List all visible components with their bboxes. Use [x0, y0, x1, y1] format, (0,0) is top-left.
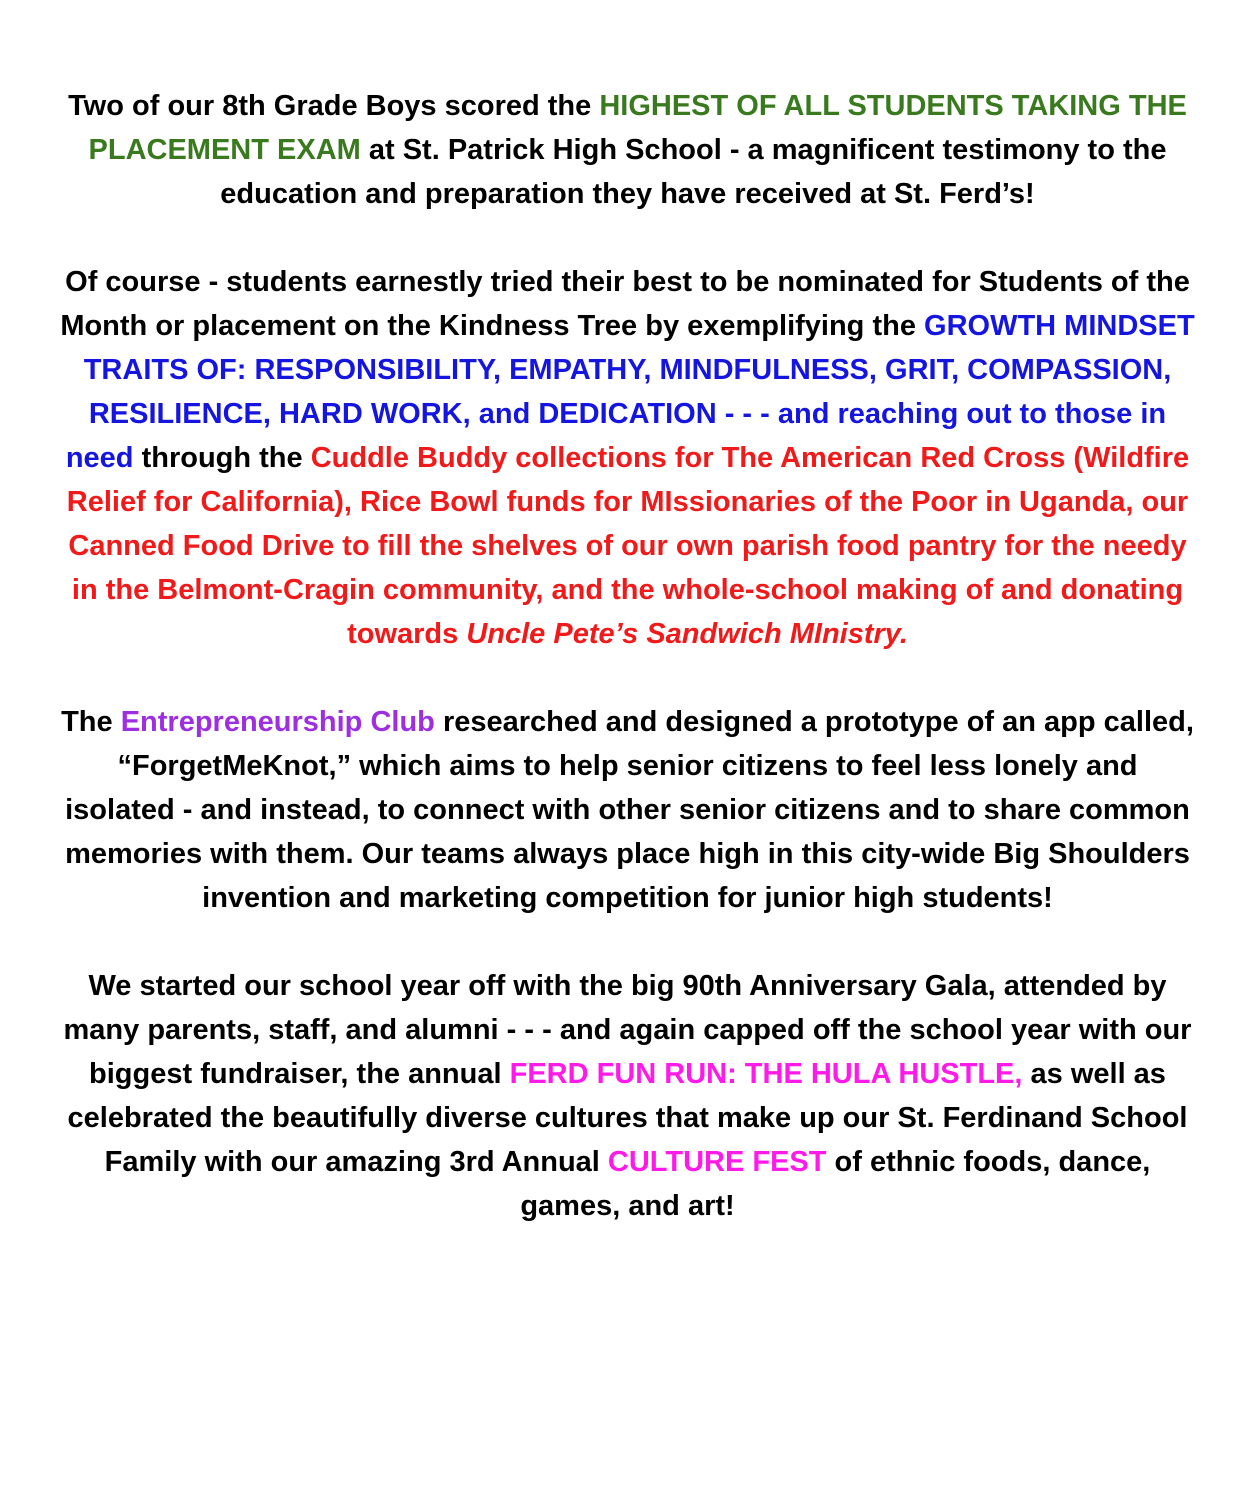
highlight-red-italic-text: Uncle Pete’s Sandwich MInistry. — [466, 618, 908, 650]
paragraph-growth-mindset — [60, 260, 1195, 656]
highlight-magenta-text: FERD FUN RUN: THE HULA HUSTLE, — [509, 1058, 1023, 1090]
highlight-green-text: HIGHEST OF ALL STUDENTS TAKING THE PLACEMENT EXAM — [88, 90, 1187, 166]
text-segment: as well as celebrated the beautifully diverse cultures that make up our St. Ferdinand School Family with our amazing 3rd Annual — [67, 1058, 1188, 1178]
text-segment: through the — [133, 442, 311, 474]
text-segment: at St. Patrick High School - a magnificent testimony to the education and preparation they have received at St. Ferd’s! — [220, 134, 1167, 210]
highlight-magenta-text: CULTURE FEST — [607, 1146, 827, 1178]
paragraph-school-events — [60, 964, 1195, 1228]
highlight-purple-text: Entrepreneurship Club — [120, 706, 435, 738]
paragraph-entrepreneurship — [60, 700, 1195, 920]
text-segment: The — [61, 706, 121, 738]
text-segment: researched and designed a prototype of an app called, “ForgetMeKnot,” which aims to help senior citizens to feel less lonely and isolated - and instead, to connect with other senior citizens and to share common memories with them. Our teams always place high in this city-wide Big Shoulders invention and marketing competition for junior high students! — [65, 706, 1194, 914]
document-page — [60, 84, 1195, 1228]
highlight-blue-text: GROWTH MINDSET TRAITS OF: RESPONSIBILITY, EMPATHY, MINDFULNESS, GRIT, COMPASSION, RESILIENCE, HARD WORK, and DEDICATION - - - and reaching out to those in need — [65, 310, 1195, 474]
paragraph-placement-exam — [60, 84, 1195, 216]
text-segment: We started our school year off with the big 90th Anniversary Gala, attended by many parents, staff, and alumni - - - and again capped off the school year with our biggest fundraiser, the annual — [63, 970, 1192, 1090]
text-segment: Two of our 8th Grade Boys scored the — [68, 90, 600, 122]
text-segment: of ethnic foods, dance, games, and art! — [520, 1146, 1151, 1222]
text-segment: Of course - students earnestly tried their best to be nominated for Students of the Month or placement on the Kindness Tree by exemplifying the — [60, 266, 1190, 342]
highlight-red-text: Cuddle Buddy collections for The American Red Cross (Wildfire Relief for California), Rice Bowl funds for MIssionaries of the Poor in Uganda, our Canned Food Drive to fill the shelves of our own parish food pantry for the needy in the Belmont-Cragin community, and the whole-school making of and donating towards — [66, 442, 1190, 650]
